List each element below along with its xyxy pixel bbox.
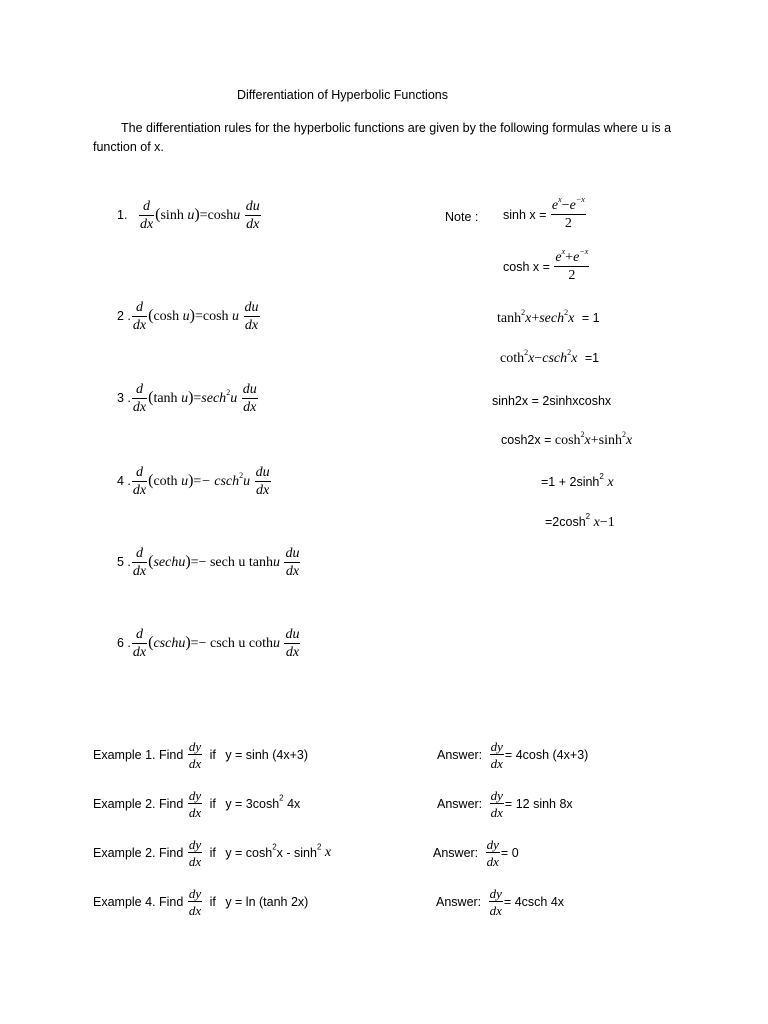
rule-derivative: cosh [207,208,234,224]
rule-function: cosh [153,309,180,325]
identity-cosh2x: $\cosh 2x = \cosh^2x+\sinh^2x$ [501,430,633,448]
identity-sinh2x: sinh2x = 2sinhxcoshx [492,394,612,408]
rule-number: 5 . [117,555,131,570]
example-1: Example 1. Find $\frac{dy}{dx}$ if y = sinh (4x+3) [93,739,308,771]
rule-derivative: − sech u tanh [198,555,273,571]
rule-derivative: sech [201,391,227,407]
example-4: Example 4. Find $\frac{dy}{dx}$ if y = ln (tanh 2x) [93,886,309,918]
rule-1: 1. $\frac{d}{dx}$ (sinh u)=coshu $\frac{du}{dx}$ [117,199,260,232]
rule-number: 3 . [117,391,131,406]
intro-paragraph: The differentiation rules for the hyperbolic functions are given by the following formulas where u is a function of x. [93,121,672,154]
example-2: Example 2. Find $\frac{dy}{dx}$ if $y = 3\cosh^2$ 4x [93,788,301,820]
rule-function: sech [153,555,179,571]
identity-cosh2x-alt1: $=1 + 2\sinh^2$ x [541,472,614,490]
rule-number: 1. [117,208,128,223]
rule-6: 6 . $\frac{d}{dx}$ (cschu)=− csch u cothu $\frac{du}{dx}$ [117,627,300,660]
rule-number: 2 . [117,309,131,324]
identity-cosh2x-alt2: $=2\cosh^2$ x−1 [545,512,615,530]
rule-derivative: − csch u coth [198,636,273,652]
rule-function: tanh [153,391,178,407]
rule-number: 6 . [117,636,131,651]
note-label: Note : [445,210,479,224]
answer-4: Answer: $\frac{dy}{dx}$ = 4csch 4x [436,886,565,918]
rule-4: 4 . $\frac{d}{dx}$ (coth u)=− csch$^2$u $\frac{du}{dx}$ [117,465,270,498]
rule-function: coth [153,474,178,490]
answer-3: Answer: $\frac{dy}{dx}$ = 0 [433,837,519,869]
rule-function: sinh [160,208,184,224]
rule-5: 5 . $\frac{d}{dx}$ (sechu)=− sech u tanhu $\frac{du}{dx}$ [117,546,300,579]
identity-coth-csch: coth$^2$x−csch$^2$x =1 [500,348,600,366]
rule-derivative: cosh [202,309,229,325]
answer-1: Answer: $\frac{dy}{dx}$ = 4cosh (4x+3) [437,739,589,771]
answer-2: Answer: $\frac{dy}{dx}$ = 12 sinh 8x [437,788,573,820]
page-title: Differentiation of Hyperbolic Functions [237,88,448,102]
cosh-definition: cosh x = $\frac{e^x+e^{-x}}{2}$ [503,247,589,283]
rule-function: csch [153,636,179,652]
rule-derivative: − csch [201,474,240,490]
sinh-definition: sinh x = $\frac{e^x-e^{-x}}{2}$ [503,195,585,231]
rule-2: 2 . $\frac{d}{dx}$ (cosh u)=cosh u $\frac{du}{dx}$ [117,300,259,333]
rule-number: 4 . [117,474,131,489]
rule-3: 3 . $\frac{d}{dx}$ (tanh u)=sech$^2$u $\frac{du}{dx}$ [117,382,257,415]
example-3: Example 2. Find $\frac{dy}{dx}$ if $y = \cosh^2x - \sinh^2 x$ [93,837,332,869]
identity-tanh-sech: $\tanh^2x+\sec h^2x = 1$ [497,308,600,326]
